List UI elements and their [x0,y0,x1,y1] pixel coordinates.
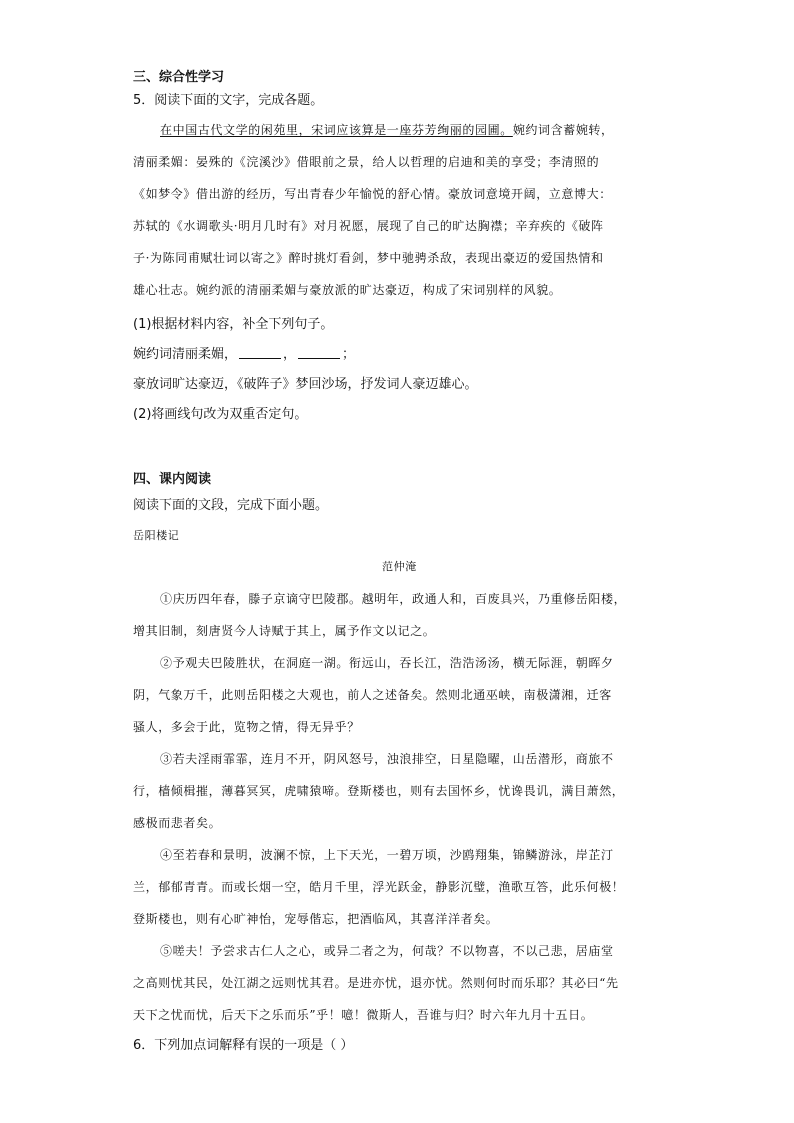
text-line-5: 骚人，多会于此，览物之情，得无异乎？ [133,720,360,734]
fill-comma: ， [283,347,297,362]
question-6-title: 6．下列加点词解释有误的一项是（ ） [133,1038,354,1053]
answer-blank-2[interactable] [298,346,340,359]
text-line-14: 天下之忧而忧，后天下之乐而乐”乎！噫！微斯人，吾谁与归？时六年九月十五日。 [133,1008,594,1022]
fill-semicolon: ； [342,347,356,362]
section-heading-3: 三、综合性学习 [133,70,225,85]
passage-line-3: 《如梦令》借出游的经历，写出青春少年愉悦的舒心情。豪放词意境开阔，立意博大： [133,187,612,201]
text-author: 范仲淹 [382,560,417,573]
text-line-12: ⑤嗟夫！予尝求古仁人之心，或异二者之为，何哉？不以物喜，不以己悲，居庙堂 [160,944,614,958]
text-line-1: ①庆历四年春，滕子京谪守巴陵郡。越明年，政通人和，百废具兴，乃重修岳阳楼， [160,592,627,606]
text-line-10: 兰，郁郁青青。而或长烟一空，皓月千里，浮光跃金，静影沉璧，渔歌互答，此乐何极！ [133,880,625,894]
underlined-sentence: 在中国古代文学的闲苑里，宋词应该算是一座芬芳绚丽的园圃。 [160,123,513,137]
answer-blank-1[interactable] [239,346,281,359]
text-line-7: 行，樯倾楫摧，薄暮冥冥，虎啸猿啼。登斯楼也，则有去国怀乡，忧谗畏讥，满目萧然， [133,784,625,798]
fill-prefix: 婉约词清丽柔媚， [133,347,238,362]
text-line-8: 感极而悲者矣。 [133,816,222,830]
sub-question-1: (1)根据材料内容，补全下列句子。 [133,317,334,332]
fill-line-1 [133,343,355,362]
passage-line-1-rest: 婉约词含蓄婉转， [512,123,614,137]
section-heading-4: 四、课内阅读 [133,472,212,487]
fill-line-2: 豪放词旷达豪迈，《破阵子》梦回沙场，抒发词人豪迈雄心。 [133,377,478,392]
text-line-4: 阴，气象万千，此则岳阳楼之大观也，前人之述备矣。然则北通巫峡，南极潇湘，迁客 [133,688,612,702]
text-line-2: 增其旧制，刻唐贤今人诗赋于其上，属予作文以记之。 [133,624,436,638]
section-4-intro: 阅读下面的文段，完成下面小题。 [133,498,329,513]
passage-line-5: 子·为陈同甫赋壮词以寄之》醉时挑灯看剑，梦中驰骋杀敌，表现出豪迈的爱国热情和 [133,251,604,265]
passage-line-6: 雄心壮志。婉约派的清丽柔媚与豪放派的旷达豪迈，构成了宋词别样的风貌。 [133,283,562,297]
text-line-11: 登斯楼也，则有心旷神怡，宠辱偕忘，把酒临风，其喜洋洋者矣。 [133,912,499,926]
passage-line-1 [160,121,614,138]
text-title: 岳阳楼记 [133,529,180,542]
text-line-3: ②予观夫巴陵胜状，在洞庭一湖。衔远山，吞长江，浩浩汤汤，横无际涯，朝晖夕 [160,656,614,670]
question-5-title: 5．阅读下面的文字，完成各题。 [133,93,324,108]
passage-line-4: 苏轼的《水调歌头·明月几时有》对月祝愿，展现了自己的旷达胸襟；辛弃疾的《破阵 [133,219,604,233]
text-line-6: ③若夫淫雨霏霏，连月不开，阴风怒号，浊浪排空，日星隐曜，山岳潜形，商旅不 [160,752,614,766]
text-line-9: ④至若春和景明，波澜不惊，上下天光，一碧万顷，沙鸥翔集，锦鳞游泳，岸芷汀 [160,848,614,862]
sub-question-2: (2)将画线句改为双重否定句。 [133,407,308,422]
passage-line-2: 清丽柔媚：晏殊的《浣溪沙》借眼前之景，给人以哲理的启迪和美的享受；李清照的 [133,155,600,169]
text-line-13: 之高则忧其民，处江湖之远则忧其君。是进亦忧，退亦忧。然则何时而乐耶？其必曰“先 [133,976,619,990]
